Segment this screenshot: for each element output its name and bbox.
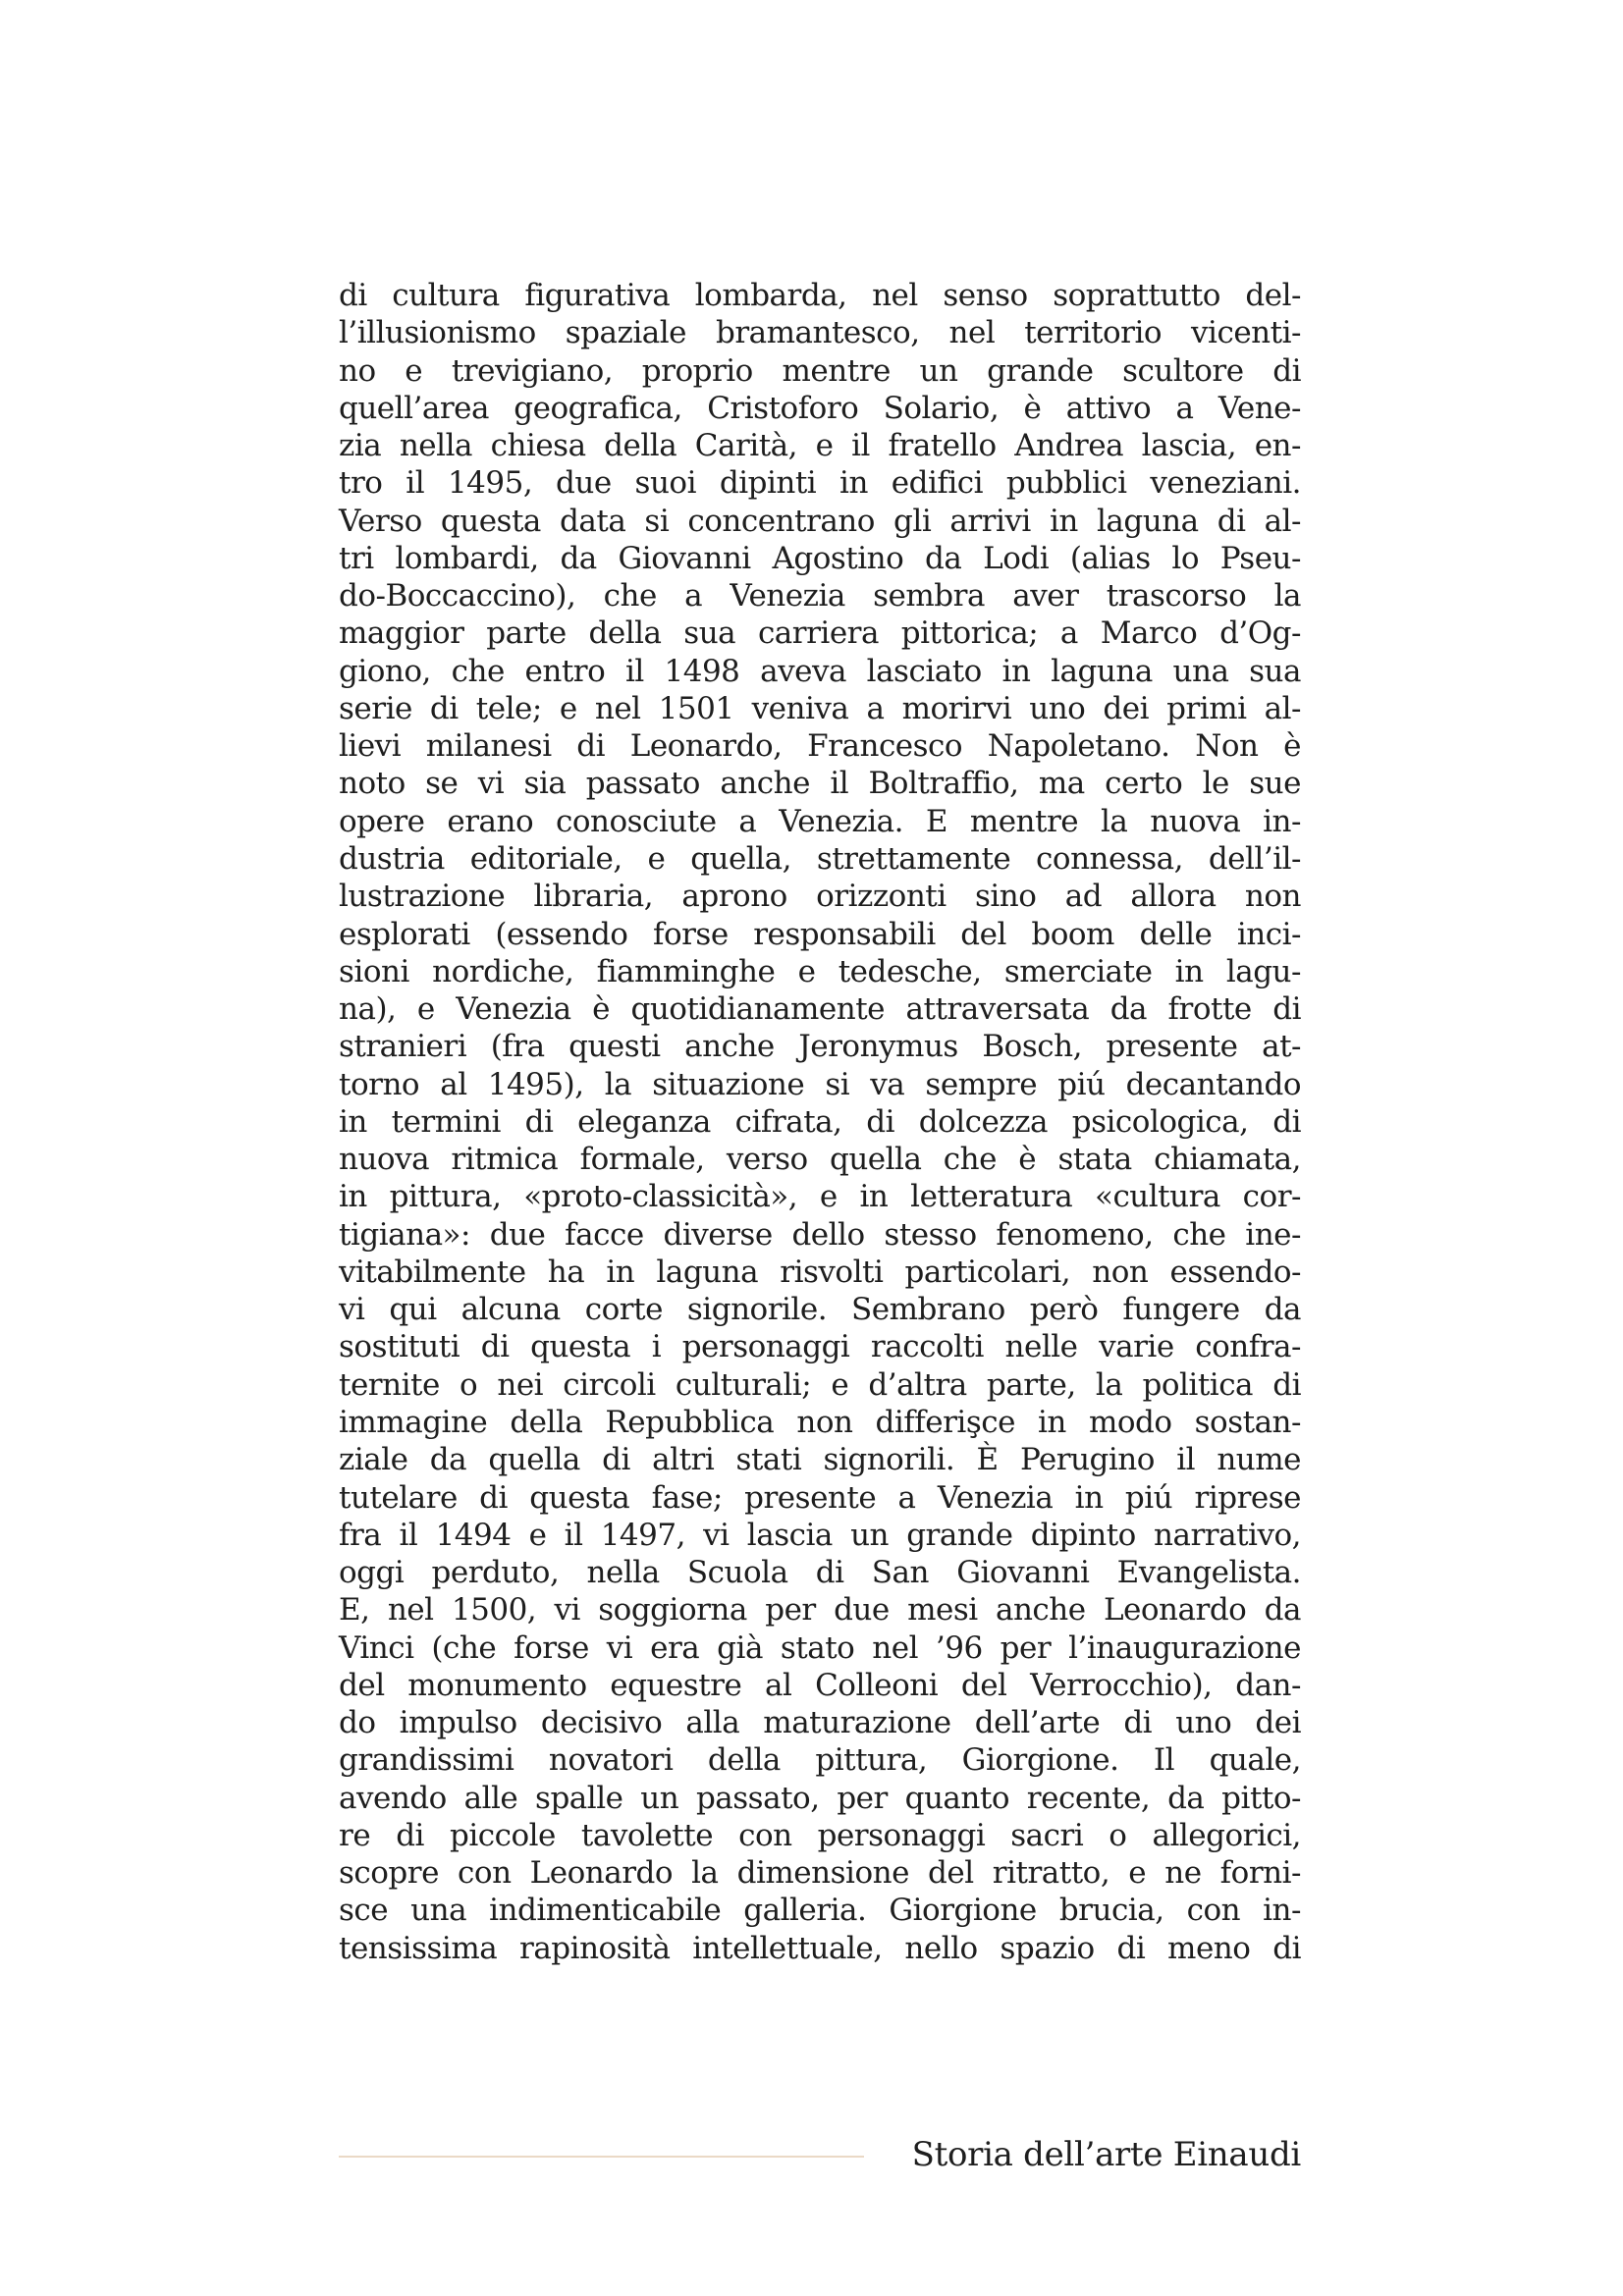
text-line: stranieri (fra questi anche Jeronymus Bosch, presente at- [339, 1029, 1301, 1065]
text-line: Verso questa data si concentrano gli arrivi in laguna di al- [339, 503, 1301, 539]
text-line: tutelare di questa fase; presente a Venezia in piú riprese [339, 1479, 1301, 1516]
text-line: Vinci (che forse vi era già stato nel ’96 per l’inaugurazione [339, 1629, 1301, 1666]
text-line: re di piccole tavolette con personaggi sacri o allegorici, [339, 1817, 1301, 1853]
text-line: lievi milanesi di Leonardo, Francesco Napoletano. Non è [339, 728, 1301, 765]
text-line: vi qui alcuna corte signorile. Sembrano però fungere da [339, 1292, 1301, 1328]
text-line: zia nella chiesa della Carità, e il fratello Andrea lascia, en- [339, 428, 1301, 464]
text-line: vitabilmente ha in laguna risvolti particolari, non essendo- [339, 1254, 1301, 1290]
text-line: no e trevigiano, proprio mentre un grande scultore di [339, 352, 1301, 389]
text-line: sce una indimenticabile galleria. Giorgione brucia, con in- [339, 1893, 1301, 1929]
text-line: serie di tele; e nel 1501 veniva a morirvi uno dei primi al- [339, 690, 1301, 726]
text-line: sostituti di questa i personaggi raccolti nelle varie confra- [339, 1329, 1301, 1365]
text-line: dustria editoriale, e quella, strettamente connessa, dell’il- [339, 840, 1301, 877]
text-line: fra il 1494 e il 1497, vi lascia un grande dipinto narrativo, [339, 1517, 1301, 1553]
text-line: opere erano conosciute a Venezia. E mentre la nuova in- [339, 803, 1301, 839]
text-line: ternite o nei circoli culturali; e d’altra parte, la politica di [339, 1366, 1301, 1403]
text-line: ziale da quella di altri stati signorili. È Perugino il nume [339, 1442, 1301, 1478]
text-line: immagine della Repubblica non differişce in modo sostan- [339, 1404, 1301, 1440]
text-line: tro il 1495, due suoi dipinti in edifici pubblici veneziani. [339, 465, 1301, 502]
text-line: sioni nordiche, fiamminghe e tedesche, smerciate in lagu- [339, 953, 1301, 989]
text-line: in termini di eleganza cifrata, di dolcezza psicologica, di [339, 1103, 1301, 1140]
text-line: maggior parte della sua carriera pittorica; a Marco d’Og- [339, 615, 1301, 652]
text-line: grandissimi novatori della pittura, Giorgione. Il quale, [339, 1742, 1301, 1779]
text-line: di cultura figurativa lombarda, nel senso soprattutto del- [339, 278, 1301, 313]
text-line: l’illusionismo spaziale bramantesco, nel territorio vicenti- [339, 315, 1301, 351]
text-line: tigiana»: due facce diverse dello stesso fenomeno, che ine- [339, 1216, 1301, 1253]
text-line: del monumento equestre al Colleoni del Verrocchio), dan- [339, 1667, 1301, 1703]
text-line: in pittura, «proto-classicità», e in letteratura «cultura cor- [339, 1179, 1301, 1215]
text-line: nuova ritmica formale, verso quella che è stata chiamata, [339, 1142, 1301, 1178]
text-line: E, nel 1500, vi soggiorna per due mesi anche Leonardo da [339, 1592, 1301, 1629]
text-line: torno al 1495), la situazione si va sempre piú decantando [339, 1066, 1301, 1102]
text-line: esplorati (essendo forse responsabili del boom delle inci- [339, 916, 1301, 952]
text-line: oggi perduto, nella Scuola di San Giovanni Evangelista. [339, 1555, 1301, 1591]
footer-rule [339, 2156, 864, 2158]
text-line: tri lombardi, da Giovanni Agostino da Lodi (alias lo Pseu- [339, 540, 1301, 576]
body-text [339, 277, 1301, 1967]
text-line: lustrazione libraria, aprono orizzonti sino ad allora non [339, 879, 1301, 915]
text-line: giono, che entro il 1498 aveva lasciato in laguna una sua [339, 653, 1301, 689]
text-line: do-Boccaccino), che a Venezia sembra aver trascorso la [339, 578, 1301, 614]
text-line: scopre con Leonardo la dimensione del ritratto, e ne forni- [339, 1855, 1301, 1892]
text-line: do impulso decisivo alla maturazione dell’arte di uno dei [339, 1705, 1301, 1741]
text-line: tensissima rapinosità intellettuale, nello spazio di meno di [339, 1930, 1301, 1966]
text-line: avendo alle spalle un passato, per quanto recente, da pitto- [339, 1780, 1301, 1816]
text-line: quell’area geografica, Cristoforo Solario, è attivo a Vene- [339, 390, 1301, 426]
text-line: noto se vi sia passato anche il Boltraffio, ma certo le sue [339, 766, 1301, 802]
text-line: na), e Venezia è quotidianamente attraversata da frotte di [339, 991, 1301, 1028]
footer-title: Storia dell’arte Einaudi [911, 2135, 1301, 2174]
